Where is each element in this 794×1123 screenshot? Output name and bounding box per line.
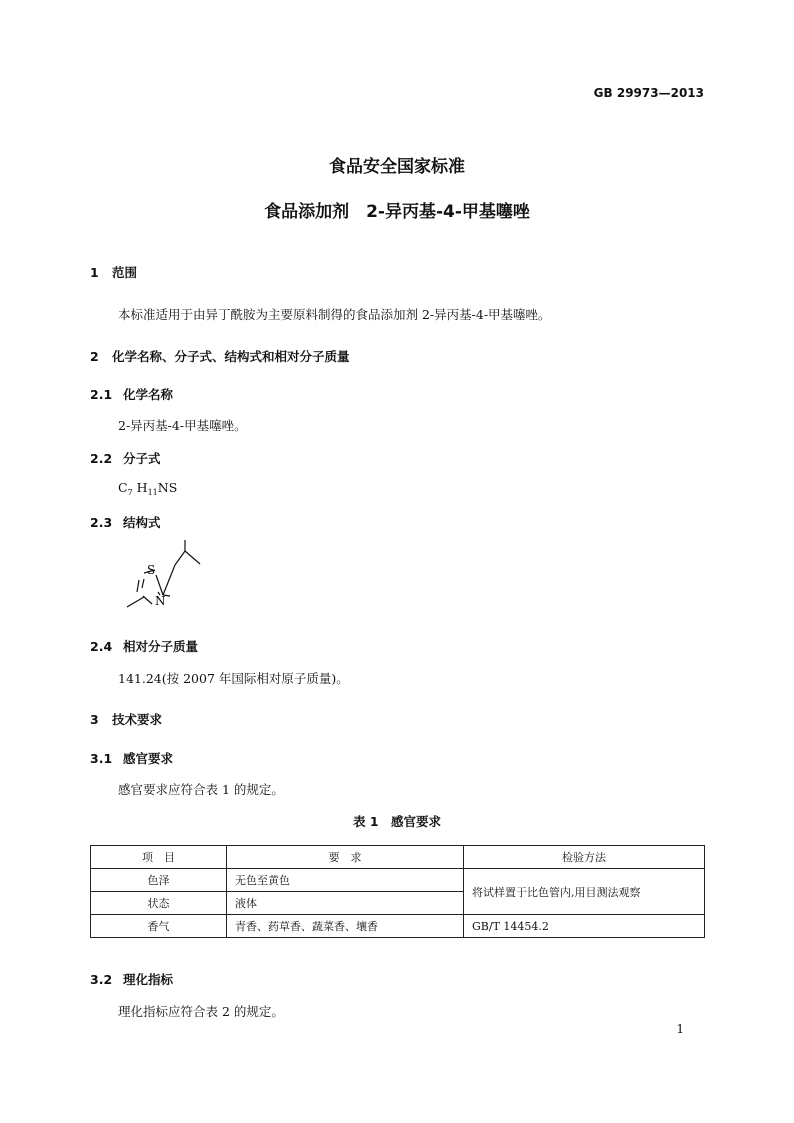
- table-1-caption: 表 1 感官要求: [352, 814, 442, 829]
- section-title: 理化指标: [123, 972, 174, 987]
- section-title: 相对分子质量: [123, 639, 199, 654]
- section-number: 2: [90, 349, 99, 364]
- bond: [175, 551, 185, 565]
- atom-s: S: [147, 563, 156, 577]
- table-1: [90, 845, 705, 938]
- section-2-heading: [90, 347, 350, 365]
- section-number: 2.1: [90, 387, 113, 402]
- section-3-1-text: 感官要求应符合表 1 的规定。: [118, 782, 284, 797]
- page-number: 1: [676, 1022, 684, 1036]
- chemical-name-text: 2-异丙基-4-甲基噻唑。: [118, 418, 247, 433]
- table-header-row: [91, 846, 705, 869]
- section-number: 2.4: [90, 639, 113, 654]
- section-number: 2.2: [90, 451, 113, 466]
- header-item: 项 目: [91, 846, 227, 869]
- title-line-1: 食品安全国家标准: [329, 157, 465, 177]
- bond: [142, 579, 144, 588]
- section-number: 3.1: [90, 751, 113, 766]
- section-title: 范围: [112, 265, 138, 280]
- formula-subscript: 7: [127, 488, 133, 497]
- section-2-3-heading: [90, 513, 161, 531]
- bond: [163, 565, 175, 595]
- section-2-1-heading: [90, 385, 173, 403]
- atom-n: N: [155, 594, 166, 608]
- section-number: 3: [90, 712, 99, 727]
- section-2-4-heading: [90, 637, 198, 655]
- cell-method-merged: 将试样置于比色管内,用目测法观察: [464, 869, 705, 915]
- section-1-heading: [90, 263, 137, 281]
- section-3-1-heading: [90, 749, 173, 767]
- section-3-2-heading: [90, 970, 173, 988]
- section-number: 3.2: [90, 972, 113, 987]
- structural-formula: [115, 540, 215, 620]
- section-1-text: 本标准适用于由异丁酰胺为主要原料制得的食品添加剂 2-异丙基-4-甲基噻唑。: [118, 307, 551, 322]
- title-line-2: 食品添加剂 2-异丙基-4-甲基噻唑: [264, 202, 530, 222]
- cell-method: GB/T 14454.2: [464, 915, 705, 938]
- cell-requirement: 无色至黄色: [227, 869, 464, 892]
- table-row: [91, 869, 705, 892]
- section-title: 化学名称: [123, 387, 174, 402]
- section-title: 技术要求: [112, 712, 163, 727]
- cell-requirement: 青香、药草香、蔬菜香、壤香: [227, 915, 464, 938]
- standard-number: GB 29973—2013: [593, 86, 704, 100]
- cell-item: 香气: [91, 915, 227, 938]
- molecular-mass-text: 141.24(按 2007 年国际相对原子质量)。: [118, 671, 349, 686]
- bond: [143, 596, 152, 604]
- formula-element: H: [136, 480, 148, 495]
- section-number: 1: [90, 265, 99, 280]
- bond: [137, 580, 139, 592]
- cell-item: 状态: [91, 892, 227, 915]
- table-row: [91, 915, 705, 938]
- cell-item: 色泽: [91, 869, 227, 892]
- section-title: 化学名称、分子式、结构式和相对分子质量: [112, 349, 350, 364]
- bond: [156, 575, 163, 595]
- section-3-heading: [90, 710, 162, 728]
- section-number: 2.3: [90, 515, 113, 530]
- section-3-2-text: 理化指标应符合表 2 的规定。: [118, 1004, 284, 1019]
- molecular-formula: [118, 480, 177, 497]
- formula-element: NS: [157, 480, 178, 495]
- formula-element: C: [118, 480, 128, 495]
- header-method: 检验方法: [464, 846, 705, 869]
- bond: [185, 551, 200, 564]
- formula-subscript: 11: [147, 488, 158, 497]
- section-title: 分子式: [123, 451, 161, 466]
- section-title: 感官要求: [123, 751, 174, 766]
- bond: [127, 597, 144, 607]
- cell-requirement: 液体: [227, 892, 464, 915]
- section-title: 结构式: [123, 515, 161, 530]
- section-2-2-heading: [90, 449, 161, 467]
- header-requirement: 要 求: [227, 846, 464, 869]
